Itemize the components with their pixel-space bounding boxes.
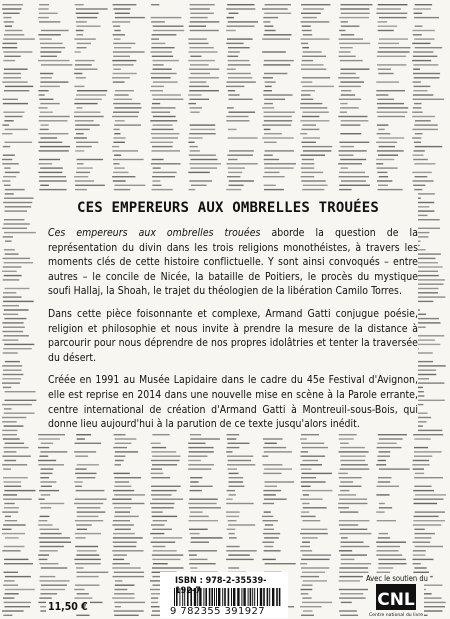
synopsis-paragraph-3: Créée en 1991 au Musée Lapidaire dans le cadre du 45e Festival d'Avignon, elle est reprise en 2014 dans une nouvelle mise en scène à la Parole errante, centre international de création d'Armand Gatti à Montreuil-sous-Bois, qui donne lieu aujourd'hui à la parution de ce texte jusqu'alors inédit.: [48, 374, 418, 431]
synopsis-paragraph-1: [48, 226, 418, 299]
cnl-logo-icon: [368, 584, 424, 618]
title-italic: Ces empereurs aux ombrelles trouées: [48, 227, 261, 239]
support-label: Avec le soutien du: [366, 574, 428, 583]
synopsis-panel: [38, 192, 418, 432]
svg-text:CNL: CNL: [377, 590, 415, 610]
svg-text:Centre national du livre: Centre national du livre: [368, 613, 424, 618]
book-title: CES EMPEREURS AUX OMBRELLES TROUÉES: [76, 200, 379, 216]
barcode-digits: 9 782355 391927: [170, 606, 288, 617]
price: 11,50 €: [48, 601, 88, 613]
isbn: ISBN : 978-2-35539-192-7: [175, 576, 267, 596]
paragraph-1-text: aborde la question de la représentation du divin dans les trois religions monothéistes, à travers les moments clés de cette histoire conflictuelle. Y sont ainsi convoqués – entre autres – le concile de Nicée, la bataille de Poitiers, le procès du mystique soufi Hallaj, la Shoah, le trajet du théologien de la libération Camilo Torres.: [48, 227, 418, 298]
synopsis-paragraph-2: Dans cette pièce foisonnante et complexe, Armand Gatti conjugue poésie, religion et philosophie et nous invite à prendre la mesure de la distance à parcourir pour nous déprendre de nos propres idolâtries et tenter la traversée du désert.: [48, 307, 418, 364]
synopsis-text: [48, 226, 418, 440]
